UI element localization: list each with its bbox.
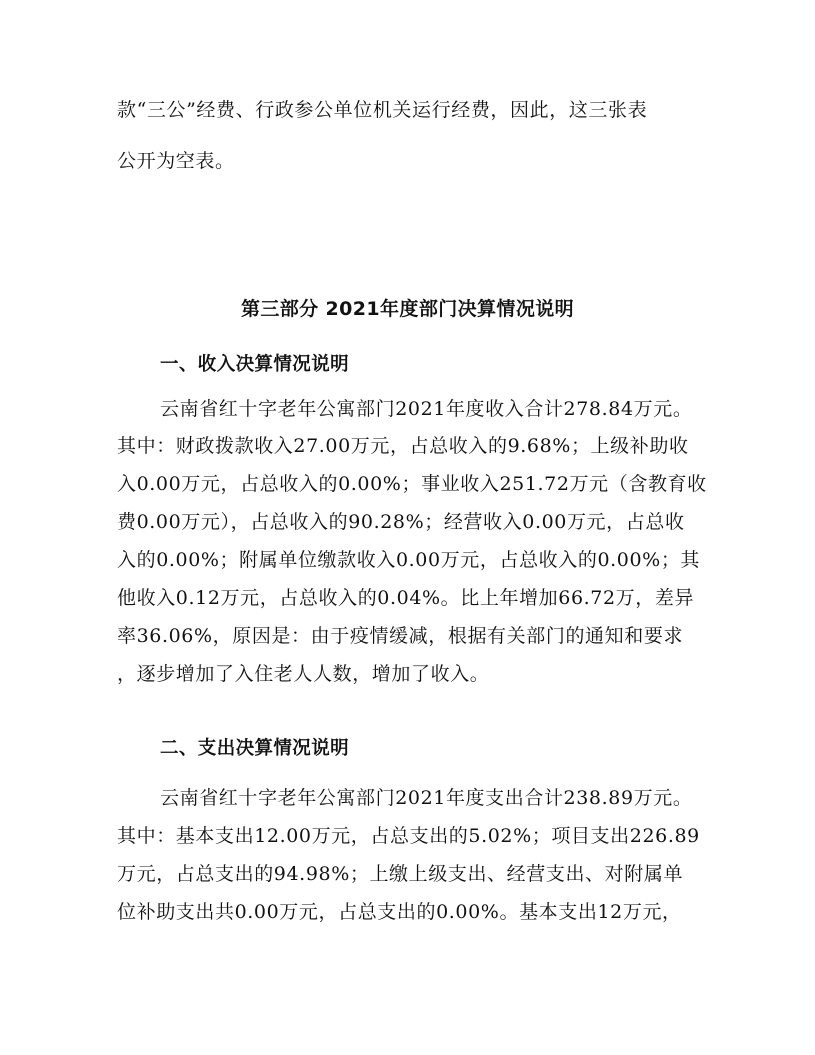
- income-paragraph-line: 他收入0.12万元，占总收入的0.04%。比上年增加66.72万，差异: [117, 587, 695, 609]
- expense-heading: 二、支出决算情况说明: [160, 738, 350, 759]
- expense-paragraph-line: 云南省红十字老年公寓部门2021年度支出合计238.89万元。: [160, 787, 693, 809]
- paragraph-line: 公开为空表。: [117, 150, 235, 172]
- income-paragraph-line: 入的0.00%；附属单位缴款收入0.00万元，占总收入的0.00%；其: [117, 549, 701, 571]
- income-paragraph-line: 云南省红十字老年公寓部门2021年度收入合计278.84万元。: [160, 398, 693, 420]
- expense-paragraph-line: 万元，占总支出的94.98%；上缴上级支出、经营支出、对附属单: [117, 863, 684, 885]
- income-heading: 一、收入决算情况说明: [160, 354, 350, 375]
- section-title: 第三部分 2021年度部门决算情况说明: [240, 298, 575, 320]
- paragraph-line: 款“三公”经费、行政参公单位机关运行经费，因此，这三张表: [117, 99, 648, 121]
- income-paragraph-line: ，逐步增加了入住老人人数，增加了收入。: [117, 663, 490, 685]
- income-paragraph-line: 率36.06%，原因是：由于疫情缓减，根据有关部门的通知和要求: [117, 625, 684, 647]
- expense-paragraph-line: 位补助支出共0.00万元，占总支出的0.00%。基本支出12万元，: [117, 901, 682, 923]
- income-paragraph-line: 其中：财政拨款收入27.00万元，占总收入的9.68%；上级补助收: [117, 435, 689, 457]
- income-paragraph-line: 费0.00万元），占总收入的90.28%；经营收入0.00万元，占总收: [117, 511, 685, 533]
- expense-paragraph-line: 其中：基本支出12.00万元，占总支出的5.02%；项目支出226.89: [117, 825, 700, 847]
- income-paragraph-line: 入0.00万元，占总收入的0.00%；事业收入251.72万元（含教育收: [117, 473, 707, 495]
